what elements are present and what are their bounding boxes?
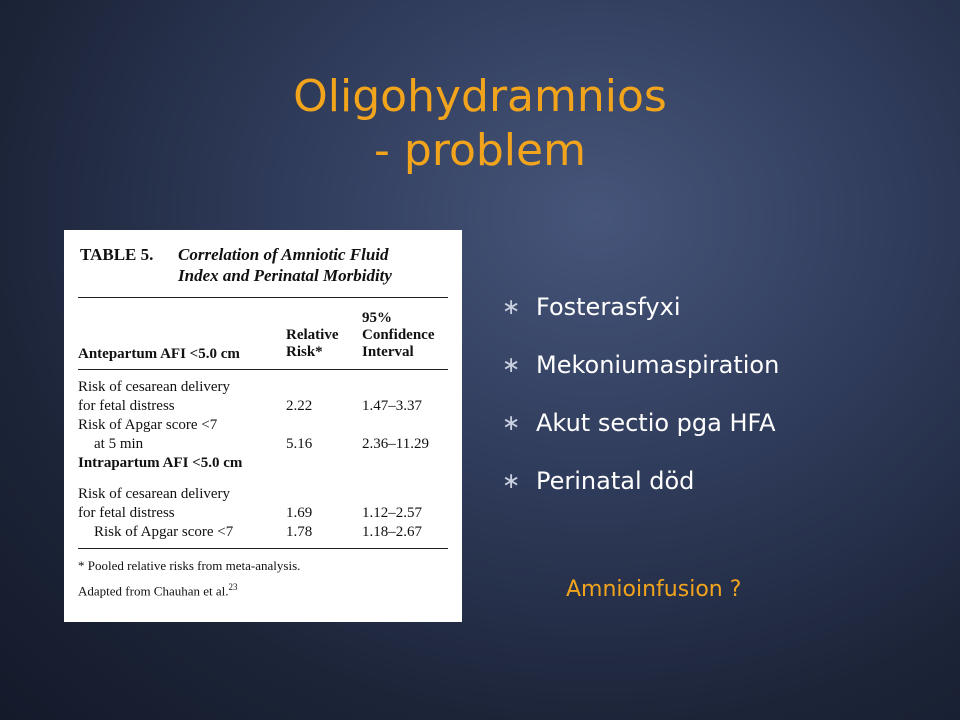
col-header-ci-line1: 95% — [362, 310, 392, 326]
col-header-rr-line2: Risk* — [286, 344, 323, 360]
intrapartum-heading: Intrapartum AFI <5.0 cm — [78, 455, 243, 471]
col-header-relative-risk — [286, 327, 338, 361]
slide-title-line2: - problem — [374, 125, 586, 176]
ante-row1-relative-risk: 2.22 — [286, 398, 313, 414]
table-number: TABLE 5. — [80, 245, 154, 264]
bullet-text: Perinatal död — [536, 467, 695, 495]
table-caption-line1: Correlation of Amniotic Fluid — [178, 245, 389, 264]
table-top-rule — [78, 297, 448, 298]
table-bottom-rule — [78, 548, 448, 549]
intra-row2-relative-risk: 1.78 — [286, 524, 313, 540]
ante-row1-confidence-interval: 1.47–3.37 — [362, 398, 422, 414]
col-header-rr-line1: Relative — [286, 327, 339, 343]
bullet-text: Mekoniumaspiration — [536, 351, 780, 379]
table-header-rule — [78, 369, 448, 370]
asterisk-bullet-icon: ∗ — [502, 352, 521, 378]
slide-title-line1: Oligohydramnios — [293, 71, 667, 122]
bullet-item — [502, 394, 779, 452]
ante-row1-label-line2: for fetal distress — [78, 398, 175, 414]
col-header-confidence-interval — [362, 310, 435, 361]
ante-row1-label-line1: Risk of cesarean delivery — [78, 379, 231, 395]
ante-row2-label-line2: at 5 min — [94, 436, 144, 452]
table-footnote: * Pooled relative risks from meta-analysis. — [78, 558, 301, 573]
bullet-text: Fosterasfyxi — [536, 293, 681, 321]
intra-row2-confidence-interval: 1.18–2.67 — [362, 524, 422, 540]
col-header-ci-line3: Interval — [362, 344, 414, 360]
asterisk-bullet-icon: ∗ — [502, 410, 521, 436]
bullet-text: Akut sectio pga HFA — [536, 409, 776, 437]
table-source — [78, 579, 238, 599]
bullet-item — [502, 452, 779, 510]
ante-row2-relative-risk: 5.16 — [286, 436, 313, 452]
slide-title — [0, 70, 960, 178]
bullet-list — [502, 278, 779, 510]
table-caption-text — [178, 244, 468, 286]
intra-row1-confidence-interval: 1.12–2.57 — [362, 505, 422, 521]
amnioinfusion-question: Amnioinfusion ? — [566, 577, 742, 602]
asterisk-bullet-icon: ∗ — [502, 294, 521, 320]
intra-row1-relative-risk: 1.69 — [286, 505, 313, 521]
bullet-item — [502, 336, 779, 394]
ante-row2-label-line1: Risk of Apgar score <7 — [78, 417, 218, 433]
intra-row1-label-line2: for fetal distress — [78, 505, 175, 521]
table-source-text: Adapted from Chauhan et al. — [78, 583, 229, 599]
antepartum-heading: Antepartum AFI <5.0 cm — [78, 346, 240, 362]
table-caption-line2: Index and Perinatal Morbidity — [178, 266, 392, 285]
col-header-ci-line2: Confidence — [362, 327, 435, 343]
table-source-reference: 23 — [228, 582, 238, 592]
afi-morbidity-table-image — [64, 230, 462, 622]
ante-row2-confidence-interval: 2.36–11.29 — [362, 436, 429, 452]
intra-row1-label-line1: Risk of cesarean delivery — [78, 486, 231, 502]
intra-row2-label: Risk of Apgar score <7 — [94, 524, 234, 540]
asterisk-bullet-icon: ∗ — [502, 468, 521, 494]
bullet-item — [502, 278, 779, 336]
